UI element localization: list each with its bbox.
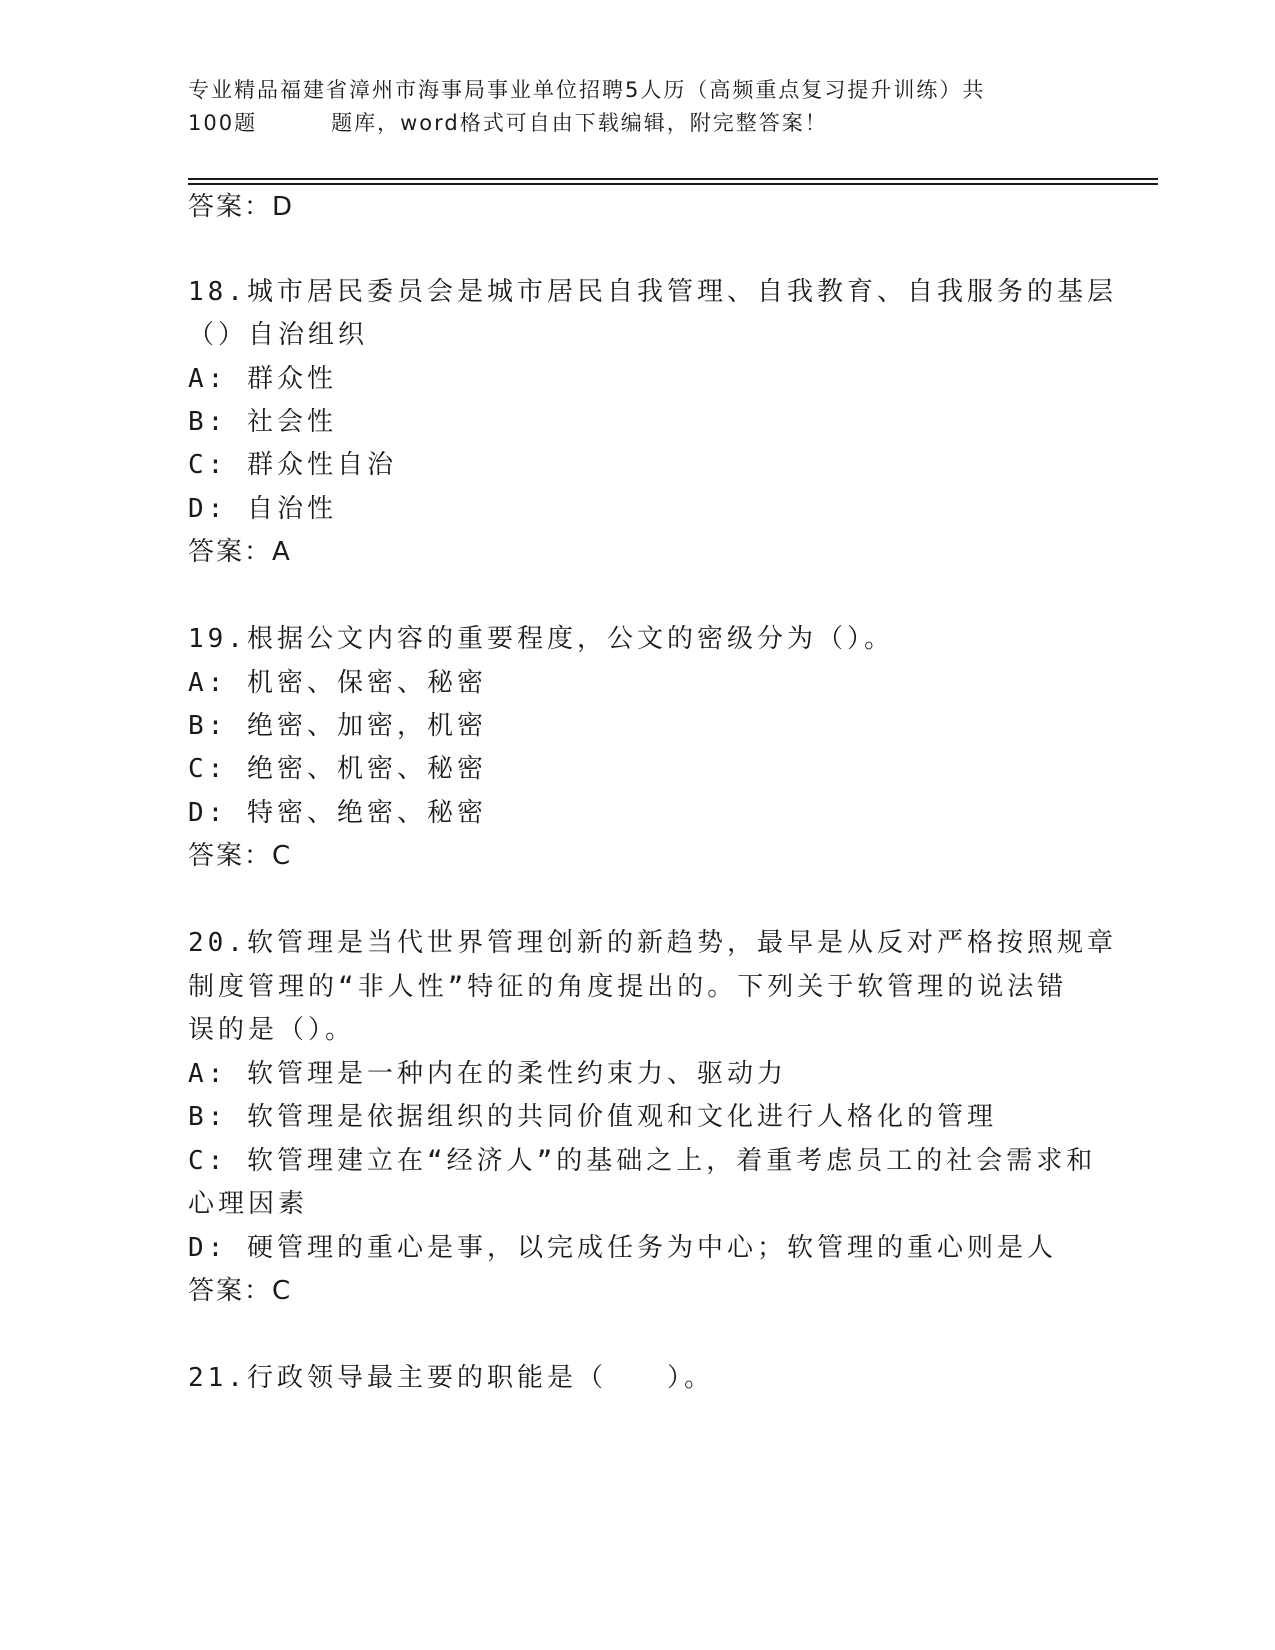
- question-20-option-d: D: 硬管理的重心是事，以完成任务为中心；软管理的重心则是人: [188, 1233, 1057, 1263]
- question-20-option-b: B: 软管理是依据组织的共同价值观和文化进行人格化的管理: [188, 1102, 997, 1132]
- answer-17: 答案：D: [188, 192, 295, 222]
- answer-20: 答案：C: [188, 1276, 293, 1306]
- question-20-option-c-line-2: 心理因素: [188, 1189, 309, 1219]
- question-19-option-b: B: 绝密、加密，机密: [188, 711, 487, 741]
- question-21-text-line-1: 21.行政领导最主要的职能是（ ）。: [188, 1363, 714, 1393]
- header-count: 100题: [188, 111, 258, 135]
- question-18-option-a: A: 群众性: [188, 364, 337, 394]
- question-18-option-c: C: 群众性自治: [188, 450, 397, 480]
- question-20-text-line-2: 制度管理的“非人性”特征的角度提出的。下列关于软管理的说法错: [188, 972, 1068, 1002]
- header-divider-top: [188, 178, 1158, 180]
- question-18-text-line-2: （）自治组织: [188, 320, 369, 350]
- question-20-option-c-line-1: C: 软管理建立在“经济人”的基础之上，着重考虑员工的社会需求和: [188, 1146, 1097, 1176]
- question-18-option-b: B: 社会性: [188, 407, 337, 437]
- question-19-option-d: D: 特密、绝密、秘密: [188, 798, 487, 828]
- question-20-text-line-1: 20.软管理是当代世界管理创新的新趋势，最早是从反对严格按照规章: [188, 928, 1117, 958]
- document-header: [188, 74, 1088, 140]
- question-18-text-line-1: 18.城市居民委员会是城市居民自我管理、自我教育、自我服务的基层: [188, 277, 1117, 307]
- question-20-text-line-3: 误的是（）。: [188, 1015, 356, 1045]
- question-19-text-line-1: 19.根据公文内容的重要程度，公文的密级分为（）。: [188, 624, 894, 654]
- header-title-line-2: [188, 107, 1088, 140]
- header-title-line-1: 专业精品福建省漳州市海事局事业单位招聘5人历（高频重点复习提升训练）共: [188, 78, 986, 102]
- question-19-option-c: C: 绝密、机密、秘密: [188, 754, 487, 784]
- answer-19: 答案：C: [188, 841, 293, 871]
- header-suffix: 题库，word格式可自由下载编辑，附完整答案！: [331, 111, 828, 135]
- header-divider-bottom: [188, 183, 1158, 185]
- answer-18: 答案：A: [188, 537, 292, 567]
- question-20-option-a: A: 软管理是一种内在的柔性约束力、驱动力: [188, 1059, 787, 1089]
- question-18-option-d: D: 自治性: [188, 494, 337, 524]
- question-19-option-a: A: 机密、保密、秘密: [188, 668, 487, 698]
